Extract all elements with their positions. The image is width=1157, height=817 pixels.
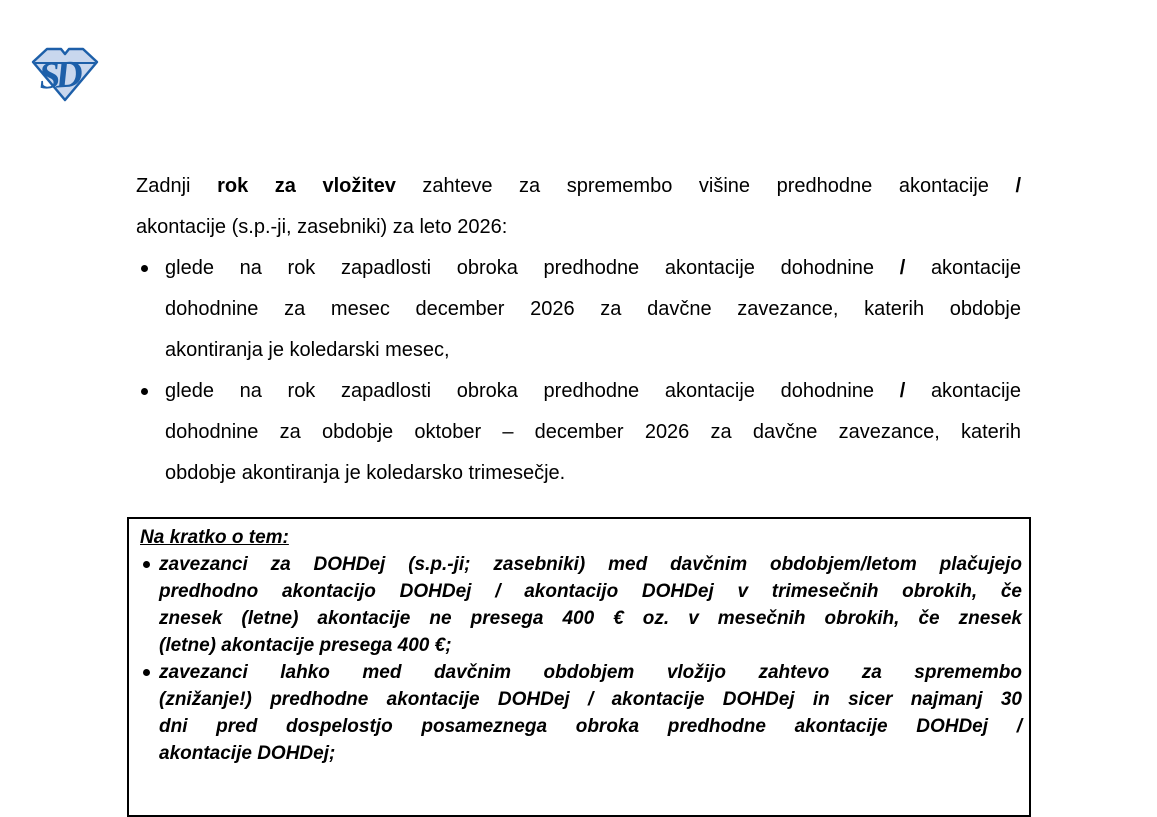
text-line: zavezanci lahko med davčnim obdobjem vložijo zahtevo za spremembo (159, 662, 1022, 683)
text-line: (znižanje!) predhodne akontacije DOHDej / akontacije DOHDej in sicer najmanj 30 (159, 689, 1022, 710)
text-line: obdobje akontiranja je koledarsko trimesečje. (165, 462, 566, 484)
list-item-text (165, 371, 1021, 494)
info-box-list (140, 551, 1022, 767)
bullet-marker (141, 265, 148, 272)
info-box-title: Na kratko o tem: (140, 527, 289, 548)
text-line: predhodno akontacijo DOHDej / akontacijo DOHDej v trimesečnih obrokih, če (159, 581, 1022, 602)
text-line: Zadnji rok za vložitev zahteve za spremembo višine predhodne akontacije / (136, 175, 1022, 197)
info-box-item-installments (140, 551, 1022, 659)
deadline-bullet-list (136, 248, 1021, 494)
list-item-text (165, 248, 1021, 371)
text-line: znesek (letne) akontacije ne presega 400 € oz. v mesečnih obrokih, če znesek (159, 608, 1022, 629)
text-line: zavezanci za DOHDej (s.p.-ji; zasebniki) med davčnim obdobjem/letom plačujejo (159, 554, 1022, 575)
list-item-text (159, 551, 1022, 659)
info-box (127, 517, 1031, 817)
logo-letters: SD (37, 53, 80, 98)
bullet-marker (143, 669, 150, 676)
text-line: dohodnine za mesec december 2026 za davčne zavezance, katerih obdobje (165, 298, 1021, 320)
text-line: glede na rok zapadlosti obroka predhodne akontacije dohodnine / akontacije (165, 380, 1021, 402)
company-logo-icon (31, 46, 99, 102)
text-line: dohodnine za obdobje oktober – december 2026 za davčne zavezance, katerih (165, 421, 1021, 443)
text-line: akontacije DOHDej; (159, 743, 336, 764)
text-line: glede na rok zapadlosti obroka predhodne akontacije dohodnine / akontacije (165, 257, 1021, 279)
text-line: dni pred dospelostjo posameznega obroka predhodne akontacije DOHDej / (159, 716, 1022, 737)
bullet-marker (141, 388, 148, 395)
list-item-quarterly (136, 371, 1021, 494)
text-line: akontiranja je koledarski mesec, (165, 339, 450, 361)
text-line: akontacije (s.p.-ji, zasebniki) za leto 2026: (136, 216, 508, 238)
text-line: (letne) akontacije presega 400 €; (159, 635, 452, 656)
bullet-marker (143, 561, 150, 568)
intro-paragraph (136, 166, 1021, 248)
list-item-monthly (136, 248, 1021, 371)
list-item-text (159, 659, 1022, 767)
info-box-item-request (140, 659, 1022, 767)
